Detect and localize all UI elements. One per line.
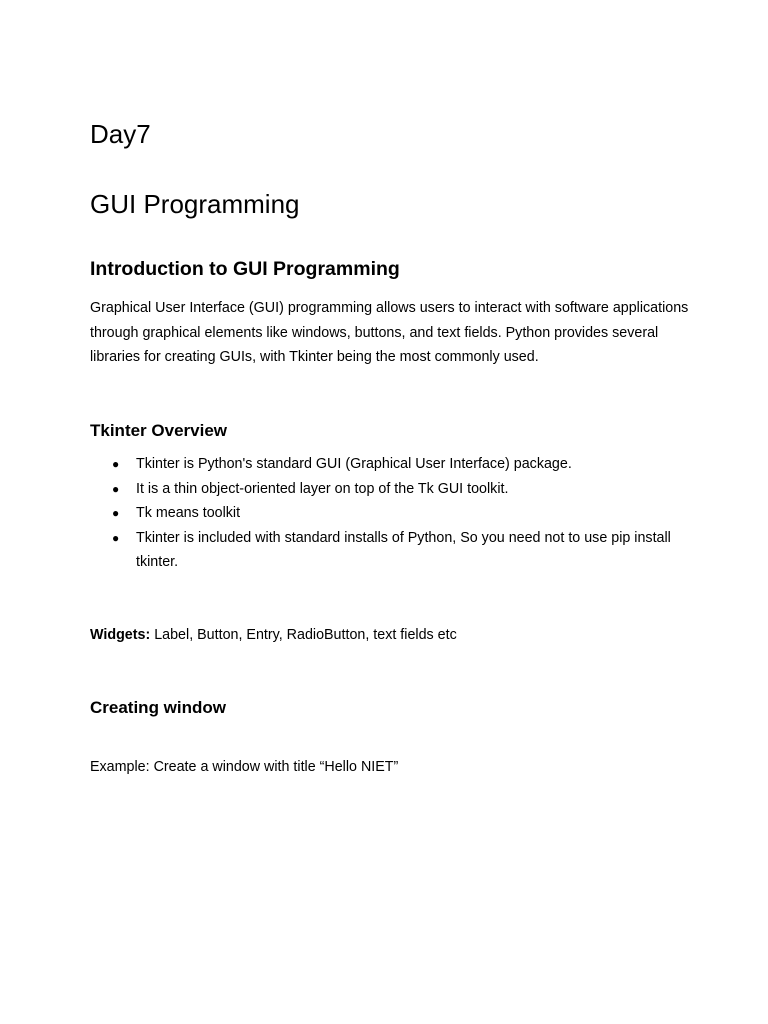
intro-paragraph [90, 296, 690, 370]
list-item [90, 501, 680, 526]
list-item [90, 526, 680, 575]
document-subtitle: GUI Programming [90, 189, 300, 219]
creating-window-heading: Creating window [90, 698, 226, 717]
intro-heading: Introduction to GUI Programming [90, 258, 400, 280]
list-item-text: Tkinter is included with standard installs of Python, So you need not to use pip install tkinter. [136, 529, 671, 570]
widgets-label: Widgets: [90, 627, 151, 643]
bullet-icon: ● [112, 481, 120, 496]
list-item [90, 452, 680, 477]
document-title: Day7 [90, 119, 151, 149]
list-item-text: It is a thin object-oriented layer on top of the Tk GUI toolkit. [136, 480, 509, 497]
tkinter-overview-list [90, 452, 680, 575]
intro-line: through graphical elements like windows, buttons, and text fields. Python provides several [90, 324, 659, 341]
intro-line: Graphical User Interface (GUI) programming allows users to interact with software applications [90, 300, 689, 316]
example-text: Example: Create a window with title “Hello NIET” [90, 759, 399, 775]
intro-line: libraries for creating GUIs, with Tkinter being the most commonly used. [90, 349, 539, 366]
bullet-icon: ● [112, 530, 120, 545]
bullet-icon: ● [112, 506, 120, 520]
tkinter-overview-heading: Tkinter Overview [90, 421, 228, 440]
list-item-text: Tk means toolkit [136, 505, 241, 521]
widgets-line [90, 624, 457, 646]
widgets-text: Label, Button, Entry, RadioButton, text fields etc [150, 627, 457, 643]
list-item [90, 477, 680, 502]
list-item-text: Tkinter is Python's standard GUI (Graphical User Interface) package. [136, 456, 572, 472]
bullet-icon: ● [112, 457, 120, 471]
